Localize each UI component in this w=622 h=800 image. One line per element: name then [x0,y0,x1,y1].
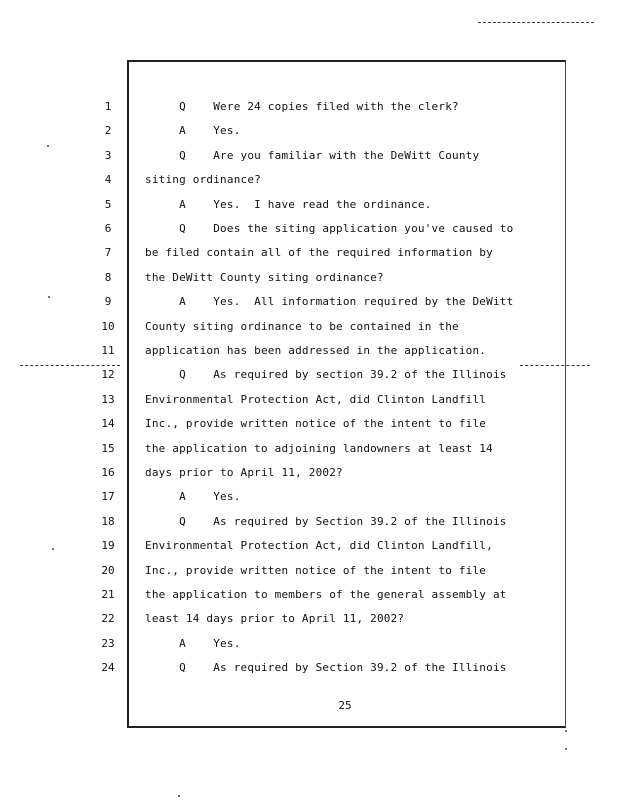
line-number: 13 [101,393,115,406]
transcript-line: days prior to April 11, 2002? [145,466,343,479]
line-number: 6 [104,222,112,235]
transcript-line: least 14 days prior to April 11, 2002? [145,612,405,625]
line-number: 5 [104,198,112,211]
line-number: 17 [101,490,115,503]
transcript-line: the DeWitt County siting ordinance? [145,271,384,284]
scan-speck [47,145,49,147]
transcript-line: A Yes. All information required by the DeWitt [145,295,514,308]
line-number: 2 [104,124,112,137]
line-number: 8 [104,271,112,284]
transcript-line: Environmental Protection Act, did Clinton Landfill, [145,539,493,552]
transcript-line: Q As required by Section 39.2 of the Illinois [145,515,507,528]
page-number: 25 [338,699,352,712]
line-number: 3 [104,149,112,162]
scan-speck [52,548,54,550]
transcript-line: Environmental Protection Act, did Clinton Landfill [145,393,487,406]
line-number: 23 [101,637,115,650]
line-number: 19 [101,539,115,552]
fold-line-left [20,365,120,366]
line-number: 15 [101,442,115,455]
line-number: 9 [104,295,112,308]
transcript-line: A Yes. [145,490,241,503]
line-number: 12 [101,368,115,381]
line-number: 18 [101,515,115,528]
transcript-line: A Yes. I have read the ordinance. [145,198,432,211]
transcript-line: be filed contain all of the required information by [145,246,493,259]
line-number: 7 [104,246,112,259]
transcript-line: Q As required by Section 39.2 of the Illinois [145,661,507,674]
line-number: 20 [101,564,115,577]
transcript-line: the application to members of the general assembly at [145,588,507,601]
scan-speck [48,296,50,298]
transcript-line: Q Are you familiar with the DeWitt County [145,149,480,162]
line-number: 1 [104,100,112,113]
line-number: 21 [101,588,115,601]
transcript-line: application has been addressed in the application. [145,344,487,357]
line-number: 14 [101,417,115,430]
line-number: 22 [101,612,115,625]
scan-edge-line [478,22,594,23]
line-number: 4 [104,173,112,186]
scan-speck [565,730,567,732]
line-number: 24 [101,661,115,674]
transcript-line: A Yes. [145,637,241,650]
transcript-line: siting ordinance? [145,173,261,186]
scan-speck [565,748,567,750]
transcript-line: County siting ordinance to be contained in the [145,320,459,333]
line-number: 16 [101,466,115,479]
transcript-line: Q Does the siting application you've caused to [145,222,514,235]
transcript-line: the application to adjoining landowners at least 14 [145,442,493,455]
transcript-line: A Yes. [145,124,241,137]
transcript-line: Q Were 24 copies filed with the clerk? [145,100,459,113]
transcript-line: Inc., provide written notice of the intent to file [145,417,487,430]
transcript-line: Inc., provide written notice of the intent to file [145,564,487,577]
transcript-line: Q As required by section 39.2 of the Illinois [145,368,507,381]
scan-speck [178,795,180,797]
line-number: 11 [101,344,115,357]
line-number: 10 [101,320,115,333]
